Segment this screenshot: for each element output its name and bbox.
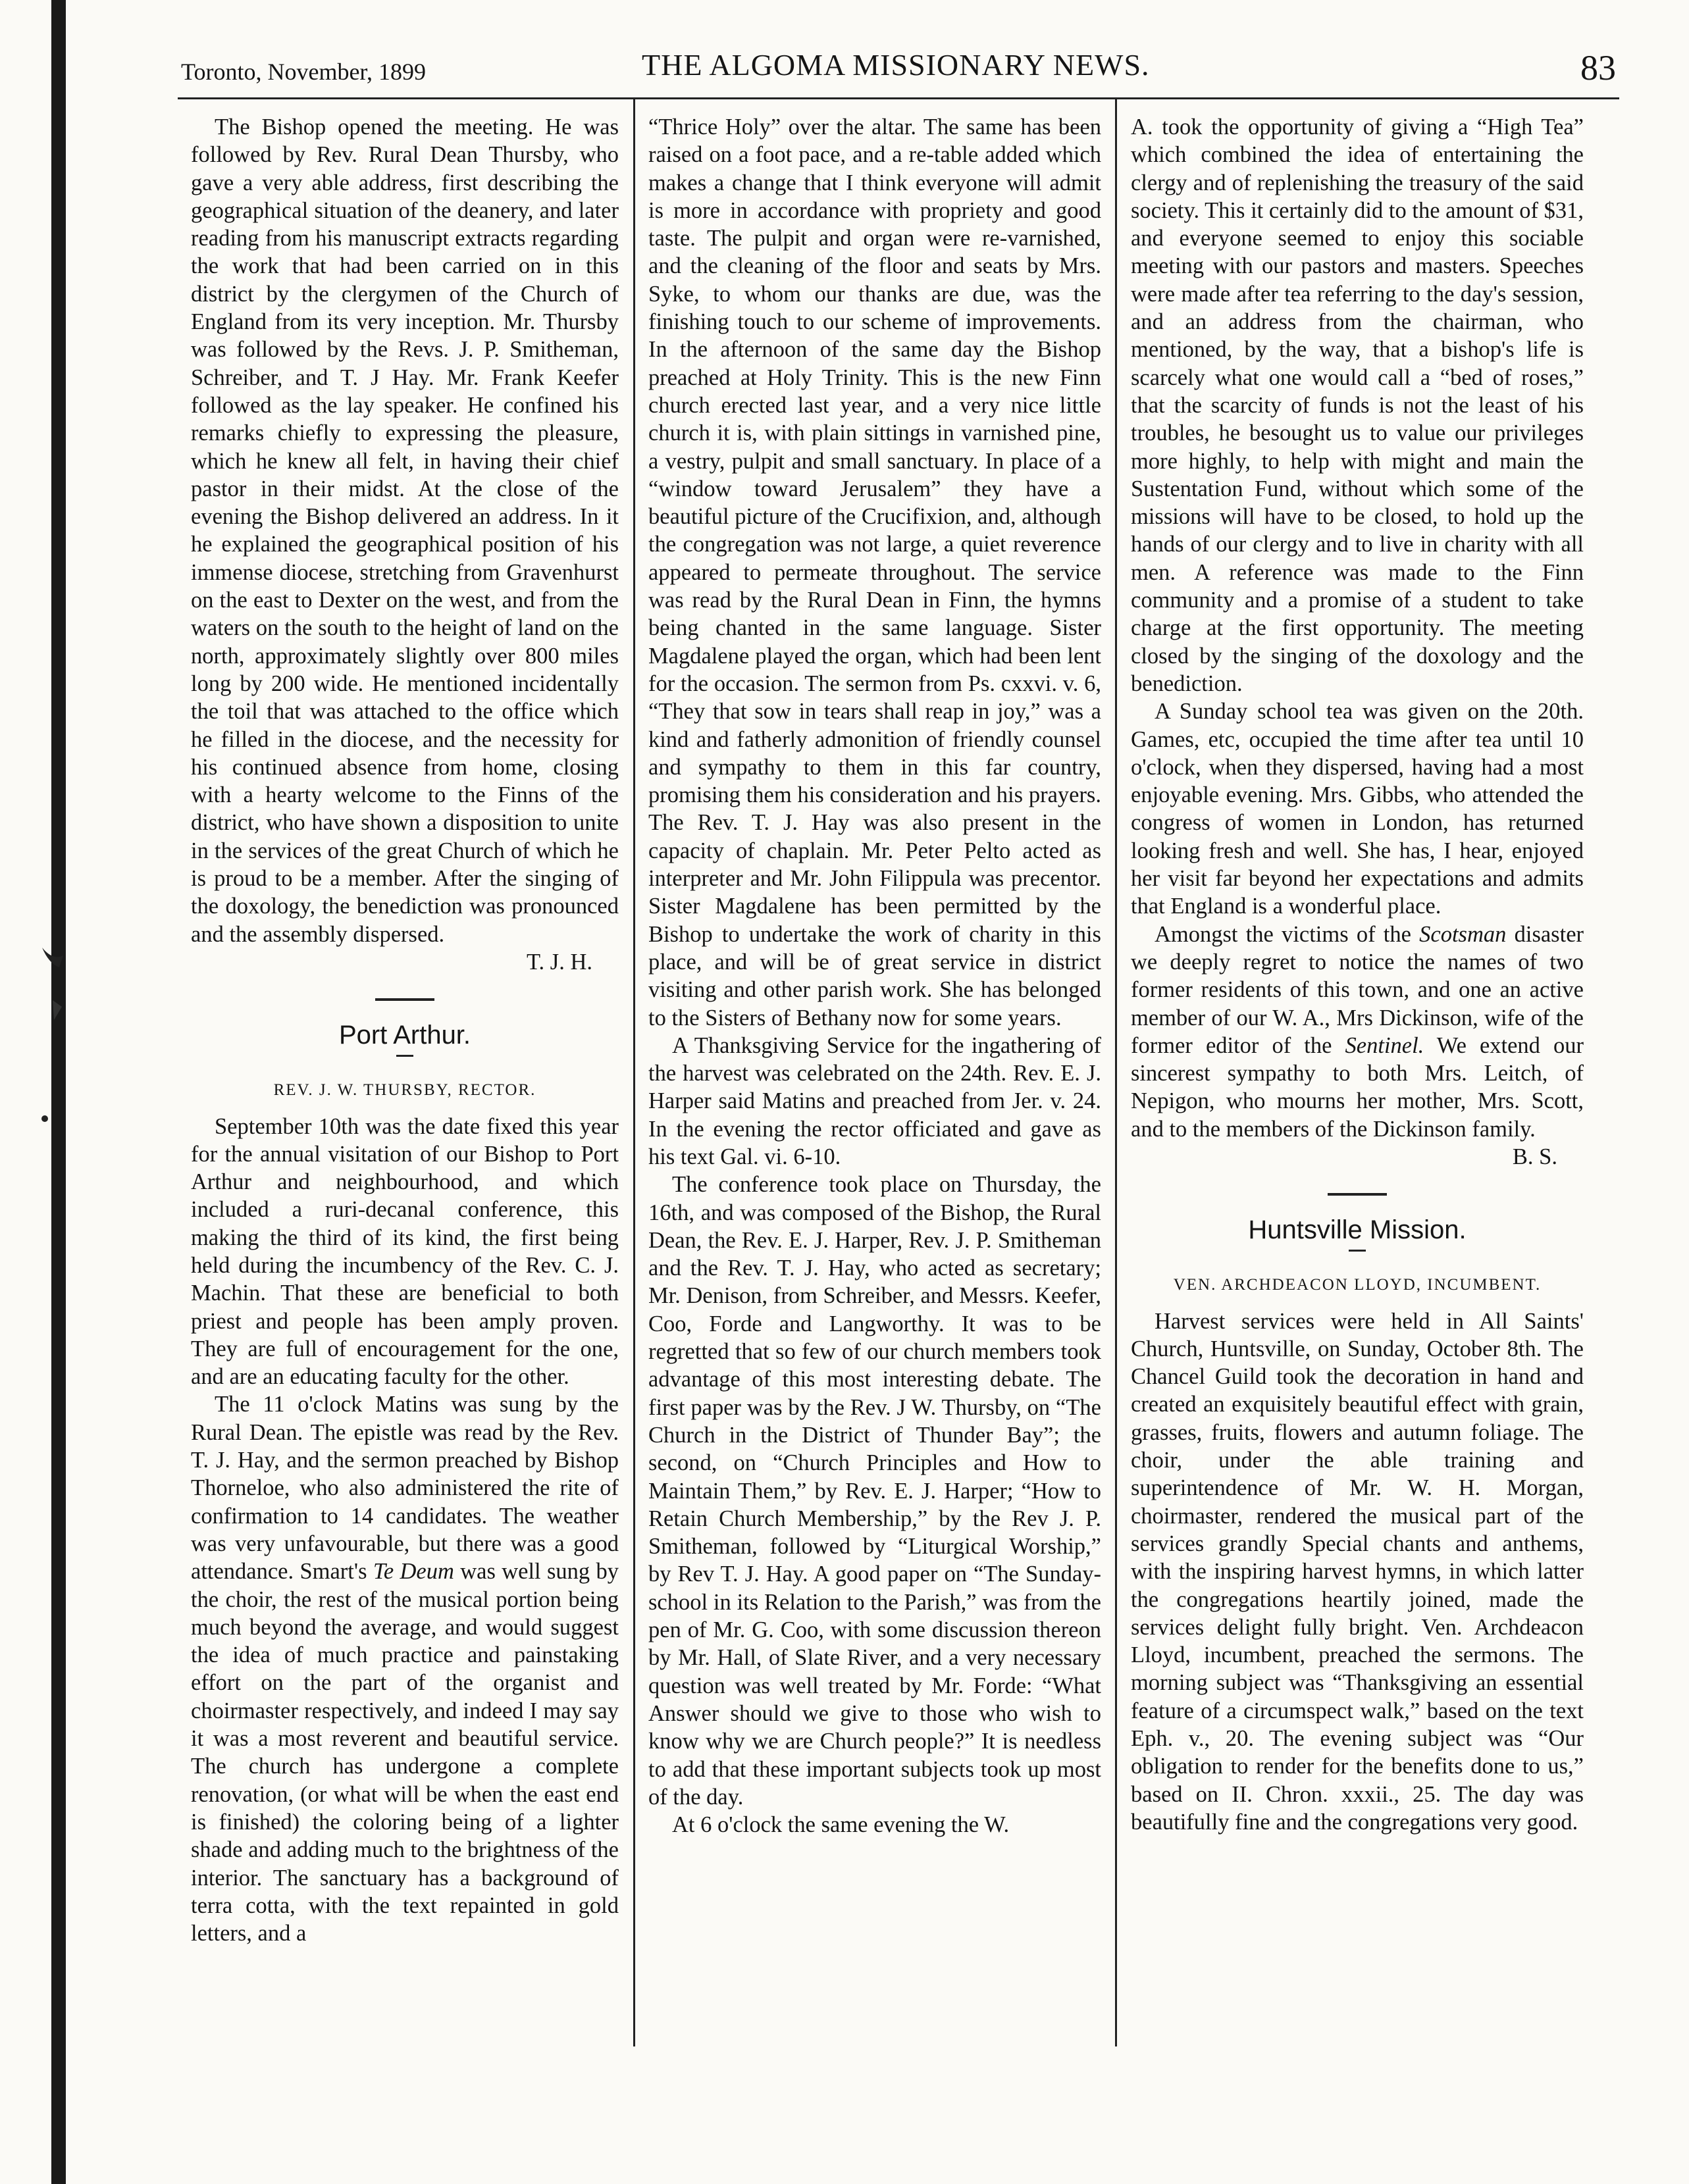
section-heading: Huntsville Mission. bbox=[1248, 1215, 1467, 1245]
column-2 bbox=[648, 113, 1101, 1839]
binding-marks bbox=[39, 921, 66, 1158]
page-header bbox=[181, 47, 1616, 100]
column-3 bbox=[1131, 113, 1584, 1836]
header-title: THE ALGOMA MISSIONARY NEWS. bbox=[642, 48, 1150, 82]
italic-title: Sentinel. bbox=[1345, 1032, 1424, 1058]
section-heading: Port Arthur. bbox=[338, 1021, 471, 1050]
article-paragraph: At 6 o'clock the same evening the W. bbox=[672, 1812, 1010, 1838]
header-dateline: Toronto, November, 1899 bbox=[181, 59, 426, 85]
article-paragraph: The conference took place on Thursday, the 16th, and was composed of the Bishop, the Rural Dean, the Rev. E. J. Harper, Rev. J. P. Smitheman and the Rev. T. J. Hay, who acted as secretary; Mr. Denison, from Schreiber, and Messrs. Keefer, Coo, Forde and Langworthy. It was to be regretted that so few of our church members took advantage of this most interesting debate. The first paper was by the Rev. J W. Thursby, on “The Church in the District of Thunder Bay”; the second, on “Church Principles and How to Maintain Them,” by Rev. E. J. Harper; “How to Retain Church Membership,” by the Rev J. P. Smitheman, followed by “Liturgical Worship,” by Rev T. J. Hay. A good paper on “The Sunday-school in its Relation to the Parish,” was from the pen of Mr. G. Coo, with some discussion thereon by Mr. Hall, of Slate River, and a very necessary question was well treated by Mr. Forde: “What Answer should we give to those who wish to know why we are Church people?” It is needless to add that these important subjects took up most of the day. bbox=[648, 1172, 1102, 1810]
article-paragraph: “Thrice Holy” over the altar. The same has been raised on a foot pace, and a re-table added which makes a change that I think everyone will admit is more in accordance with propriety and good taste. The pulpit and organ were re-varnished, and the cleaning of the floor and seats by Mrs. Syke, to whom our thanks are due, was the finishing touch to our scheme of improvements. In the afternoon of the same day the Bishop preached at Holy Trinity. This is the new Finn church erected last year, and a very nice little church it is, with plain sittings in varnished pine, a vestry, pulpit and small sanctuary. In place of a “window toward Jerusalem” they have a beautiful picture of the Crucifixion, and, although the congregation was not large, a quiet reverence appeared to permeate throughout. The service was read by the Rural Dean in Finn, the hymns being chanted in the same language. Sister Magdalene played the organ, which had been lent for the occasion. The sermon from Ps. cxxvi. v. 6, “They that sow in tears shall reap in joy,” was a kind and fatherly admonition of friendly counsel and sympathy to them in this far country, promising them his consideration and his prayers. The Rev. T. J. Hay was also present in the capacity of chaplain. Mr. Peter Pelto acted as interpreter and Mr. John Filippula was precentor. Sister Magdalene has been permitted by the Bishop to undertake the work of charity in this place, and will be of great service in district visiting and other parish work. She has belonged to the Sisters of Bethany now for some years. bbox=[648, 114, 1101, 1030]
article-paragraph: A Thanksgiving Service for the ingathering of the harvest was celebrated on the 24th. Rev. E. J. Harper said Matins and preached from Jer. v. 24. In the evening the rector officiated and gave as his text Gal. vi. 6-10. bbox=[648, 1032, 1101, 1169]
signature: B. S. bbox=[1512, 1144, 1557, 1169]
header-page-number: 83 bbox=[1580, 48, 1616, 88]
column-1 bbox=[191, 113, 619, 1947]
column-rule-2 bbox=[1115, 99, 1117, 2046]
section-byline: REV. J. W. THURSBY, RECTOR. bbox=[273, 1081, 536, 1100]
article-paragraph: A. took the opportunity of giving a “High Tea” which combined the idea of entertaining the clergy and of replenishing the treasury of the said society. This it certainly did to the amount of $31, and everyone seemed to enjoy this sociable meeting with our pastors and masters. Speeches were made after tea referring to the day's session, and an address from the chairman, who mentioned, by the way, that a bishop's life is scarcely what one would call a “bed of roses,” that the scarcity of funds is not the least of his troubles, he besought us to value our privileges more highly, to help with might and main the Sustentation Fund, without which some of the missions will have to be closed, to hold up the hands of our clergy and to live in charity with all men. A reference was made to the Finn community and a promise of a student to take charge at the first opportunity. The meeting closed by the singing of the doxology and the benediction. bbox=[1131, 114, 1584, 696]
header-rule bbox=[178, 97, 1619, 99]
section-separator bbox=[375, 998, 434, 1001]
article-paragraph: A Sunday school tea was given on the 20th. Games, etc, occupied the time after tea until 10 o'clock, when they dispersed, having had a most enjoyable evening. Mrs. Gibbs, who attended the congress of women in London, has returned looking fresh and well. She has, I hear, enjoyed her visit far beyond her expectations and admits that England is a wonderful place. bbox=[1131, 699, 1584, 919]
section-separator bbox=[1328, 1193, 1387, 1196]
heading-dash bbox=[396, 1055, 413, 1057]
section-byline: VEN. ARCHDEACON LLOYD, INCUMBENT. bbox=[1173, 1276, 1542, 1294]
article-paragraph: The Bishop opened the meeting. He was followed by Rev. Rural Dean Thursby, who gave a very able address, first describing the geographical situation of the deanery, and later reading from his manuscript extracts regarding the work that had been carried on in this district by the clergymen of the Church of England from its very inception. Mr. Thursby was followed by the Revs. J. P. Smitheman, Schreiber, and T. J Hay. Mr. Frank Keefer followed as the lay speaker. He confined his remarks chiefly to expressing the pleasure, which he knew all felt, in having their chief pastor in their midst. At the close of the evening the Bishop delivered an address. In it he explained the geographical position of his immense diocese, stretching from Gravenhurst on the east to Dexter on the west, and from the waters on the south to the height of land on the north, approximately slightly over 800 miles long by 200 wide. He mentioned incidentally the toil that was attached to the office which he filled in the diocese, and the necessity for his continued absence from home, closing with a hearty welcome to the Finns of the district, who have shown a disposition to unite in the services of the great Church of which he is proud to be a member. After the singing of the doxology, the benediction was pronounced and the assembly dispersed. bbox=[191, 114, 619, 947]
heading-dash bbox=[1349, 1250, 1366, 1252]
italic-title: Te Deum bbox=[373, 1559, 454, 1585]
article-paragraph: Amongst the victims of the Scotsman disaster we deeply regret to notice the names of two former residents of this town, and one an active member of our W. A., Mrs Dickinson, wife of the former editor of the Sentinel. We extend our sincerest sympathy to both Mrs. Leitch, of Nepigon, who mourns her mother, Mrs. Scott, and to the members of the Dickinson family. bbox=[1131, 921, 1584, 1142]
article-paragraph: Harvest services were held in All Saints' Church, Huntsville, on Sunday, October 8th. The Chancel Guild took the decoration in hand and created an exquisitely beautiful effect with grain, grasses, fruits, flowers and autumn foliage. The choir, under the able training and superintendence of Mr. W. H. Morgan, choirmaster, rendered the musical part of the services grandly Special chants and anthems, with the inspiring harvest hymns, in which latter the congregations heartily joined, made the services delight fully bright. Ven. Archdeacon Lloyd, incumbent, preached the sermons. The morning subject was “Thanksgiving an essential feature of a circumspect walk,” based on the text Eph. v., 20. The evening subject was “Our obligation to render for the benefits done to us,” based on II. Chron. xxxii., 25. The day was beautifully fine and the congregations very good. bbox=[1131, 1308, 1584, 1835]
signature: T. J. H. bbox=[527, 949, 592, 975]
column-rule-1 bbox=[633, 99, 635, 2046]
italic-title: Scotsman bbox=[1419, 921, 1507, 947]
article-paragraph: September 10th was the date fixed this year for the annual visitation of our Bishop to Port Arthur and neighbourhood, and which included a ruri-decanal conference, this making the third of its kind, the first being held during the incumbency of the Rev. C. J. Machin. That these are beneficial to both priest and people has been amply proven. They are full of encouragement for the one, and are an educating faculty for the other. bbox=[191, 1113, 619, 1390]
article-paragraph: The 11 o'clock Matins was sung by the Rural Dean. The epistle was read by the Rev. T. J. Hay, and the sermon preached by Bishop Thorneloe, who also administered the rite of confirmation to 14 candidates. The weather was very unfavourable, but there was a good attendance. Smart's Te Deum was well sung by the choir, the rest of the musical portion being much beyond the average, and would suggest the idea of much practice and painstaking effort on the part of the organist and choirmaster respectively, and indeed I may say it was a most reverent and beautiful service. The church has undergone a complete renovation, (or what will be when the east end is finished) the coloring being of a lighter shade and adding much to the brightness of the interior. The sanctuary has a background of terra cotta, with the text repainted in gold letters, and a bbox=[191, 1392, 619, 1946]
